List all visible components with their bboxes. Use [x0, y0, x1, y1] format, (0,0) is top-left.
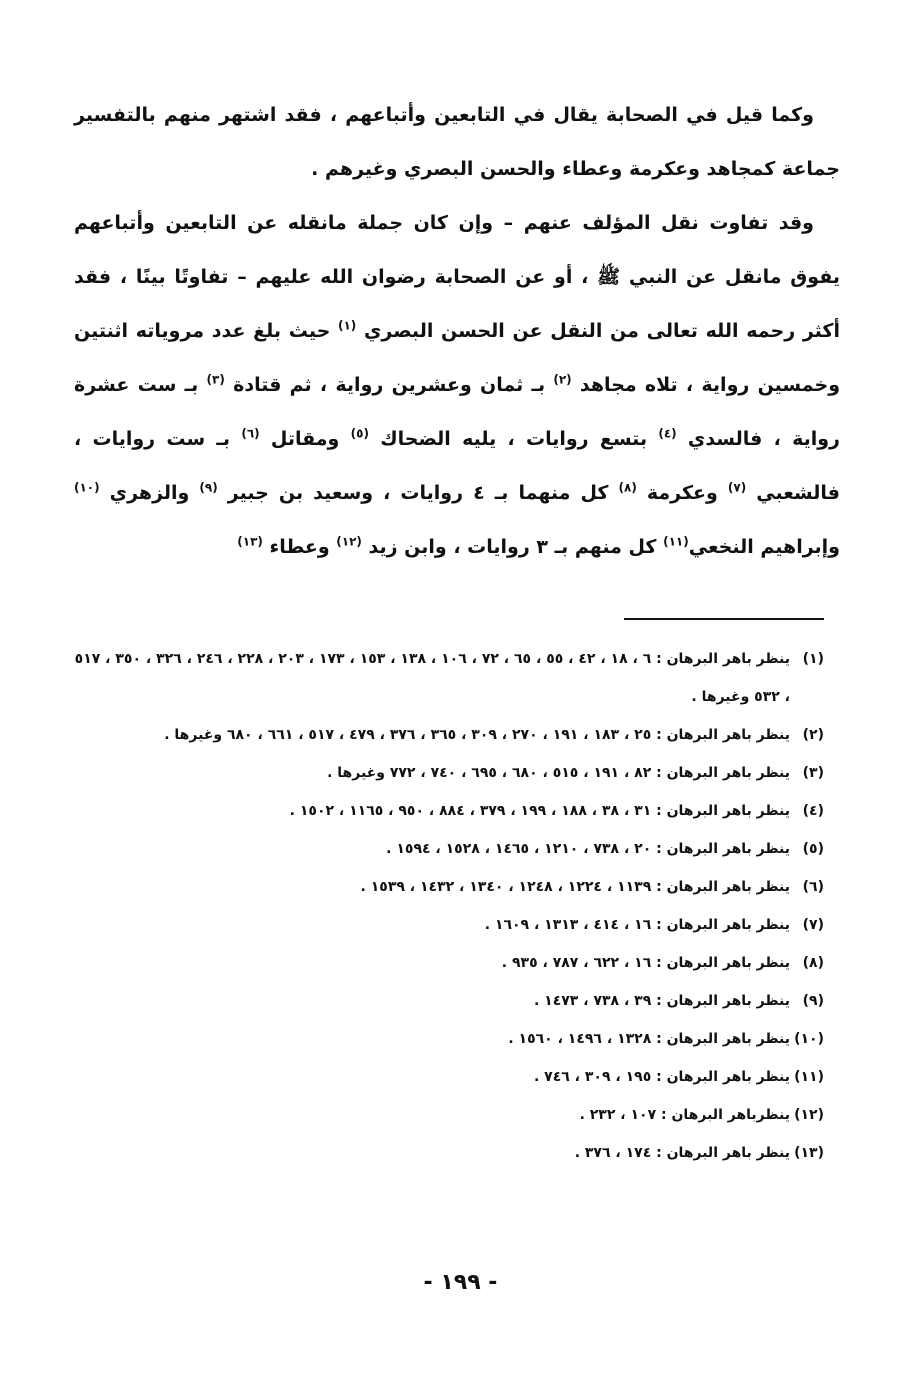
text-run: كل منهما بـ ٤ روايات ، وسعيد بن جبير	[217, 482, 619, 504]
text-run: بـ ست عشرة رواية ، فالسدي	[74, 374, 840, 450]
paragraph	[74, 88, 840, 196]
text-run: وقد تفاوت نقل المؤلف عنهم – وإن كان جملة مانقله عن التابعين وأتباعهم يفوق مانقل عن النبي ﷺ ، أو عن الصحابة رضوان الله عليهم – تفاوتًا بينًا ، فقد أكثر رحمه الله تعالى من النقل عن الحسن البصري	[74, 212, 840, 342]
footnote-text: ينظر باهر البرهان : ١٦ ، ٤١٤ ، ١٣١٣ ، ١٦٠٩ .	[484, 917, 790, 933]
footnote-marker: (٥)	[350, 426, 369, 441]
footnotes-section	[74, 640, 824, 1172]
footnote-item	[74, 944, 824, 982]
footnote-item	[74, 830, 824, 868]
footnote-marker: (١٢)	[336, 534, 362, 549]
footnote-number: (١٣)	[794, 1145, 824, 1161]
footnote-item	[74, 906, 824, 944]
footnote-marker: (٦)	[241, 426, 260, 441]
footnote-text: ينظر باهر البرهان : ١١٣٩ ، ١٢٢٤ ، ١٢٤٨ ، ١٣٤٠ ، ١٤٣٢ ، ١٥٣٩ .	[360, 879, 790, 895]
footnote-item	[74, 640, 824, 716]
footnote-number: (٣)	[802, 765, 824, 781]
footnote-number: (١)	[802, 651, 824, 667]
footnote-marker: (٣)	[206, 372, 225, 387]
footnote-text: ينظر باهر البرهان : ٢٥ ، ١٨٣ ، ١٩١ ، ٢٧٠ ، ٣٠٩ ، ٣٦٥ ، ٣٧٦ ، ٤٧٩ ، ٥١٧ ، ٦٦١ ، ٦٨٠ وغيرها .	[164, 727, 790, 743]
text-run: بـ ست روايات ، فالشعبي	[74, 428, 840, 504]
footnote-number: (٨)	[802, 955, 824, 971]
footnote-item	[74, 716, 824, 754]
text-run: ومقاتل	[259, 428, 351, 450]
text-run: وعكرمة	[636, 482, 728, 504]
footnote-number: (٧)	[802, 917, 824, 933]
text-run: وعطاء	[262, 536, 337, 558]
footnote-number: (١٢)	[794, 1107, 824, 1123]
footnote-number: (٢)	[802, 727, 824, 743]
footnote-item	[74, 1020, 824, 1058]
footnote-text: ينظرباهر البرهان : ١٠٧ ، ٢٣٢ .	[579, 1107, 790, 1123]
text-run: وإبراهيم النخعي	[688, 536, 840, 558]
footnote-marker: (١٣)	[237, 534, 263, 549]
text-run: والزهري	[99, 482, 200, 504]
footnote-marker: (٧)	[727, 480, 747, 495]
footnote-marker: (١٠)	[74, 480, 100, 495]
text-run: بـ ثمان وعشرين رواية ، ثم قتادة	[224, 374, 554, 396]
footnote-text: ينظر باهر البرهان : ١٣٢٨ ، ١٤٩٦ ، ١٥٦٠ .	[508, 1031, 790, 1047]
footnote-item	[74, 1096, 824, 1134]
text-run: حيث بلغ عدد مروياته اثنتين وخمسين رواية ، تلاه مجاهد	[74, 320, 840, 396]
footnote-item	[74, 754, 824, 792]
footnote-text: ينظر باهر البرهان : ٣١ ، ٣٨ ، ١٨٨ ، ١٩٩ ، ٣٧٩ ، ٨٨٤ ، ٩٥٠ ، ١١٦٥ ، ١٥٠٢ .	[289, 803, 790, 819]
footnote-text: ينظر باهر البرهان : ١٧٤ ، ٣٧٦ .	[574, 1145, 790, 1161]
text-run: بتسع روايات ، يليه الضحاك	[368, 428, 659, 450]
footnote-marker: (١)	[337, 318, 357, 333]
footnote-number: (٦)	[802, 879, 824, 895]
footnote-marker: (١١)	[663, 534, 689, 549]
footnote-number: (٥)	[802, 841, 824, 857]
footnote-text: ينظر باهر البرهان : ٣٩ ، ٧٣٨ ، ١٤٧٣ .	[533, 993, 790, 1009]
footnote-item	[74, 982, 824, 1020]
footnote-text: ينظر باهر البرهان : ٦ ، ١٨ ، ٤٢ ، ٥٥ ، ٦٥ ، ٧٢ ، ١٠٦ ، ١٣٨ ، ١٥٣ ، ١٧٣ ، ٢٠٣ ، ٢٢٨ ، ٢٤٦ ، ٣٢٦ ، ٣٥٠ ، ٥١٧ ، ٥٣٢ وغيرها .	[74, 651, 790, 705]
footnote-item	[74, 868, 824, 906]
footnote-separator	[624, 618, 824, 620]
footnote-marker: (٤)	[658, 426, 677, 441]
footnote-number: (١١)	[794, 1069, 824, 1085]
footnote-text: ينظر باهر البرهان : ١٦ ، ٦٢٢ ، ٧٨٧ ، ٩٣٥ .	[501, 955, 790, 971]
footnote-number: (١٠)	[794, 1031, 824, 1047]
footnote-item	[74, 1134, 824, 1172]
footnote-text: ينظر باهر البرهان : ١٩٥ ، ٣٠٩ ، ٧٤٦ .	[533, 1069, 790, 1085]
footnote-marker: (٨)	[618, 480, 637, 495]
paragraph	[74, 196, 840, 574]
footnote-item	[74, 1058, 824, 1096]
footnote-text: ينظر باهر البرهان : ٢٠ ، ٧٣٨ ، ١٢١٠ ، ١٤٦٥ ، ١٥٢٨ ، ١٥٩٤ .	[386, 841, 790, 857]
text-run: كل منهم بـ ٣ روايات ، وابن زيد	[361, 536, 664, 558]
main-text	[74, 88, 840, 574]
footnote-marker: (٩)	[199, 480, 218, 495]
page-number: - ١٩٩ -	[423, 1270, 498, 1295]
footnote-text: ينظر باهر البرهان : ٨٢ ، ١٩١ ، ٥١٥ ، ٦٨٠ ، ٦٩٥ ، ٧٤٠ ، ٧٧٢ وغيرها .	[327, 765, 790, 781]
footnote-number: (٤)	[802, 803, 824, 819]
footnote-marker: (٢)	[553, 372, 572, 387]
footnote-number: (٩)	[802, 993, 824, 1009]
footnote-item	[74, 792, 824, 830]
text-run: وكما قيل في الصحابة يقال في التابعين وأتباعهم ، فقد اشتهر منهم بالتفسير جماعة كمجاهد وعكرمة وعطاء والحسن البصري وغيرهم .	[74, 104, 840, 180]
